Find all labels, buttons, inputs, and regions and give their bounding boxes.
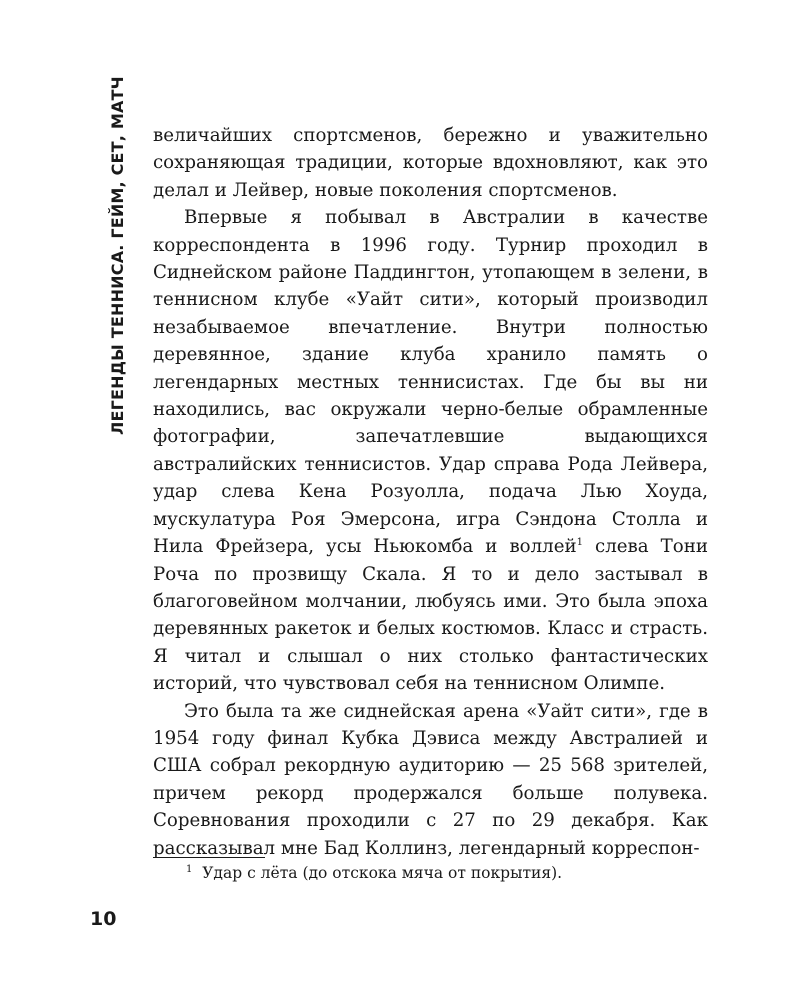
footnote xyxy=(186,862,562,884)
paragraph-australia-visit-text: Впервые я побывал в Австралии в качестве корреспондента в 1996 году. Турнир проходил в Сиднейском районе Паддингтон, утопающем в зелени, в теннисном клубе «Уайт сити», который производил незабываемое впечатление. Внутри полностью деревянное, здание клуба хранило память о легендарных местных теннисистах. Где бы вы ни находились, вас окружали черно-белые обрамленные фотографии, запечатлевшие выдающихся австралийских теннисистов. Удар справа Рода Лейвера, удар слева Кена Розуолла, подача Лью Хоуда, мускулатура Роя Эмерсона, игра Сэндона Столла и Нила Фрейзера, усы Ньюкомба и воллей xyxy=(153,207,708,558)
paragraph-davis-cup: Это была та же сиднейская арена «Уайт сити», где в 1954 году финал Кубка Дэвиса между Австралией и США собрал рекордную аудиторию — 25 568 зрителей, причем рекорд продержался больше полувека. Соревнования проходили с 27 по 29 декабря. Как рассказывал мне Бад Коллинз, легендарный корреспон- xyxy=(153,700,708,859)
paragraph-australia-visit xyxy=(153,204,708,697)
footnote-marker: 1 xyxy=(186,863,193,875)
paragraph-australia-visit-text-continued: слева Тони Роча по прозвищу Скала. Я то и дело застывал в благоговейном молчании, любуясь ими. Это была эпоха деревянных ракеток и белых костюмов. Класс и страсть. Я читал и слышал о них столько фантастических историй, что чувствовал себя на теннисном Олимпе. xyxy=(153,536,708,695)
page-number: 10 xyxy=(90,908,117,930)
body-text xyxy=(153,122,708,862)
running-head-text: ЛЕГЕНДЫ ТЕННИСА. ГЕЙМ, СЕТ, МАТЧ xyxy=(108,76,127,435)
footnote-reference: 1 xyxy=(576,537,583,549)
paragraph-continued: величайших спортсменов, бережно и уважительно сохраняющая традиции, которые вдохновляют, как это делал и Лейвер, новые поколения спортсменов. xyxy=(153,125,708,201)
footnote-text: Удар с лёта (до отскока мяча от покрытия). xyxy=(202,864,563,882)
footnote-divider xyxy=(153,857,265,858)
